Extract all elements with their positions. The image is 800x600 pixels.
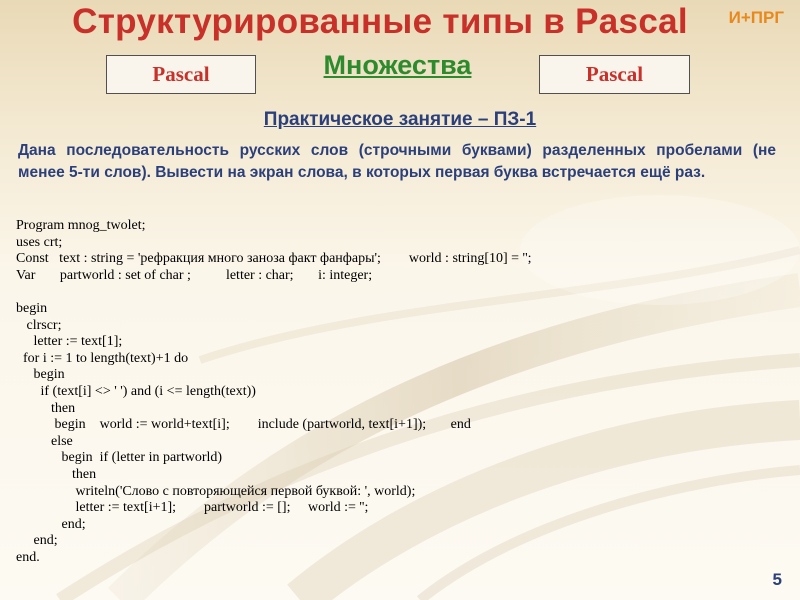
code-line: end; — [16, 533, 58, 549]
code-line: Var partworld : set of char ; letter : char; i: integer; — [16, 267, 373, 283]
code-line: letter := text[i+1]; partworld := []; world := ''; — [16, 500, 369, 516]
lesson-heading: Практическое занятие – ПЗ-1 — [263, 109, 537, 130]
code-line: Const text : string = 'рефракция много заноза факт фанфары'; world : string[10] = ''; — [16, 251, 532, 267]
page-number: 5 — [772, 570, 782, 589]
code-line: Program mnog_twolet; — [16, 218, 146, 233]
slide-title: Структурированные типы в Pascal — [72, 2, 688, 41]
task-description: Дана последовательность русских слов (строчными буквами) разделенных пробелами (не менее 5-ти слов). Вывести на экран слова, в которых первая буква встречается ещё раз. — [18, 142, 776, 181]
code-line: begin — [16, 367, 65, 383]
code-line: writeln('Слово с повторяющейся первой буквой: ', world); — [16, 483, 416, 499]
subject-heading: Множества — [323, 50, 472, 80]
code-line: end. — [16, 549, 40, 565]
code-line: begin world := world+text[i]; include (partworld, text[i+1]); end — [16, 417, 471, 433]
code-line: then — [16, 400, 76, 416]
code-line — [16, 284, 786, 301]
code-listing — [16, 218, 786, 566]
code-line: uses crt; — [16, 234, 63, 250]
code-line: begin — [16, 300, 48, 316]
code-line: begin if (letter in partworld) — [16, 450, 223, 466]
code-line: then — [16, 466, 97, 482]
course-badge: И+ПРГ — [728, 8, 784, 27]
code-line: end; — [16, 516, 86, 532]
code-line: for i := 1 to length(text)+1 do — [16, 350, 189, 366]
pascal-tag-left: Pascal — [106, 55, 256, 94]
code-line: else — [16, 433, 73, 449]
code-line: letter := text[1]; — [16, 334, 123, 350]
code-line: clrscr; — [16, 317, 62, 333]
code-line: if (text[i] <> ' ') and (i <= length(text)) — [16, 383, 256, 399]
pascal-tag-right: Pascal — [539, 55, 690, 94]
